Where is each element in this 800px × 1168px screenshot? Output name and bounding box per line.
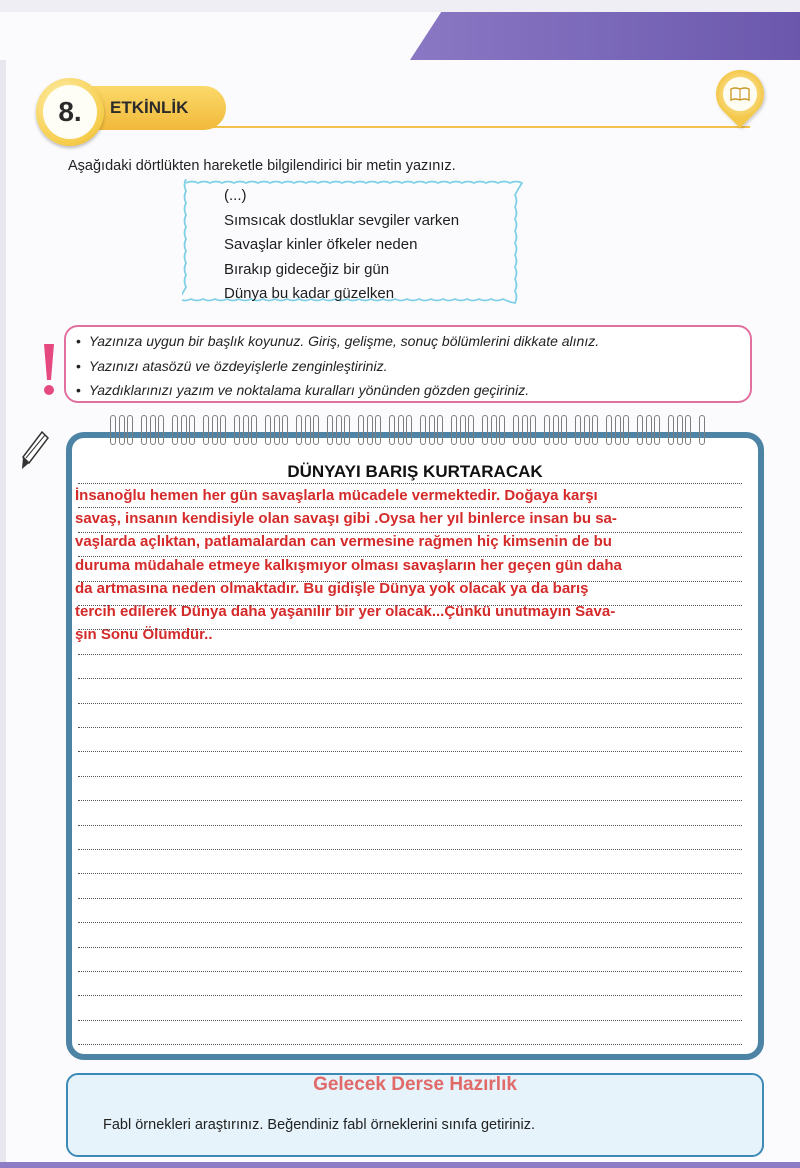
ruled-line [78, 995, 742, 996]
activity-label: ETKİNLİK [110, 98, 189, 117]
spiral-ring [668, 415, 674, 445]
ruled-line [78, 825, 742, 826]
spiral-ring [367, 415, 373, 445]
ruled-line [78, 654, 742, 655]
essay-line: vaşlarda açlıktan, patlamalardan can vermesine rağmen hiç kimsenin de bu [75, 533, 612, 551]
spiral-ring [491, 415, 497, 445]
spiral-ring [141, 415, 147, 445]
spiral-ring [274, 415, 280, 445]
ruled-line [78, 532, 742, 533]
poem-line: Savaşlar kinler öfkeler neden [224, 236, 418, 253]
essay-line: duruma müdahale etmeye kalkışmıyor olması savaşların her geçen gün daha [75, 556, 622, 574]
spiral-ring [358, 415, 364, 445]
spiral-ring [127, 415, 133, 445]
essay-text [75, 484, 745, 646]
spiral-ring [544, 415, 550, 445]
spiral-ring [305, 415, 311, 445]
tip-item: • Yazınızı atasözü ve özdeyişlerle zenginleştiriniz. [90, 354, 599, 379]
ruled-line [78, 629, 742, 630]
ruled-line [78, 800, 742, 801]
ruled-line [78, 922, 742, 923]
spiral-ring [398, 415, 404, 445]
spiral-ring [468, 415, 474, 445]
top-strip [0, 0, 800, 12]
spiral-ring [637, 415, 643, 445]
poem [224, 184, 459, 307]
ruled-line [78, 751, 742, 752]
ruled-line [78, 727, 742, 728]
spiral-ring [646, 415, 652, 445]
book-icon-pin [706, 60, 774, 128]
ruled-line [78, 483, 742, 484]
spiral-ring [429, 415, 435, 445]
activity-number: 8. [43, 85, 97, 139]
spiral-ring [265, 415, 271, 445]
ruled-line [78, 947, 742, 948]
spiral-ring [553, 415, 559, 445]
ruled-line [78, 1044, 742, 1045]
instruction-text: Aşağıdaki dörtlükten hareketle bilgilendirici bir metin yazınız. [68, 158, 456, 174]
poem-line: Sımsıcak dostluklar sevgiler varken [224, 211, 460, 229]
spiral-ring [119, 415, 125, 445]
spiral-ring [220, 415, 226, 445]
spiral-ring [499, 415, 505, 445]
corner-decoration [410, 12, 800, 60]
poem-line: (...) [224, 187, 247, 204]
ruled-line [78, 971, 742, 972]
spiral-ring [327, 415, 333, 445]
ruled-line [78, 898, 742, 899]
ruled-line [78, 703, 742, 704]
ruled-line [78, 581, 742, 582]
spiral-ring [296, 415, 302, 445]
ruled-line [78, 776, 742, 777]
ruled-line [78, 507, 742, 508]
spiral-ring [575, 415, 581, 445]
poem-line: Bırakıp gideceğiz bir gün [224, 260, 390, 278]
spiral-ring [677, 415, 683, 445]
preparation-text: Fabl örnekleri araştırınız. Beğendiniz fabl örneklerini sınıfa getiriniz. [103, 1117, 535, 1133]
exclamation-icon [38, 342, 60, 398]
tip-item: • Yazınıza uygun bir başlık koyunuz. Giriş, gelişme, sonuç bölümlerini dikkate alınız. [90, 329, 599, 354]
spiral-ring [460, 415, 466, 445]
ruled-line [78, 1020, 742, 1021]
essay-line: savaş, insanın kendisiyle olan savaşı gibi .Oysa her yıl binlerce insan bu sa- [75, 510, 617, 528]
spiral-ring [561, 415, 567, 445]
spiral-binding-icon [110, 415, 710, 455]
spiral-ring [203, 415, 209, 445]
spiral-ring [513, 415, 519, 445]
spiral-ring [584, 415, 590, 445]
spiral-ring [437, 415, 443, 445]
essay-line: şın Sonu Ölümdür.. [75, 626, 213, 644]
page-edge [0, 60, 6, 1168]
ruled-line [78, 678, 742, 679]
spiral-ring [234, 415, 240, 445]
ruled-line [78, 605, 742, 606]
spiral-ring [344, 415, 350, 445]
spiral-ring [685, 415, 691, 445]
essay-line: tercih edilerek Dünya daha yaşanılır bir yer olacak...Çünkü unutmayın Sava- [75, 603, 616, 621]
ruled-line [78, 849, 742, 850]
spiral-ring [158, 415, 164, 445]
book-icon [723, 77, 757, 111]
tip-item: • Yazdıklarınızı yazım ve noktalama kuralları yönünden gözden geçiriniz. [90, 378, 599, 403]
spiral-ring [482, 415, 488, 445]
spiral-ring [522, 415, 528, 445]
spiral-ring [282, 415, 288, 445]
ruled-line [78, 556, 742, 557]
spiral-ring [150, 415, 156, 445]
poem-line: Dünya bu kadar güzelken [224, 285, 395, 302]
spiral-ring [313, 415, 319, 445]
spiral-ring [699, 415, 705, 445]
spiral-ring [189, 415, 195, 445]
tips-list [90, 329, 599, 403]
essay-title: DÜNYAYI BARIŞ KURTARACAK [287, 462, 543, 481]
spiral-ring [592, 415, 598, 445]
spiral-ring [654, 415, 660, 445]
activity-number-badge [36, 78, 104, 146]
spiral-ring [110, 415, 116, 445]
ruled-line [78, 873, 742, 874]
spiral-ring [243, 415, 249, 445]
spiral-ring [406, 415, 412, 445]
spiral-ring [606, 415, 612, 445]
spiral-ring [181, 415, 187, 445]
spiral-ring [420, 415, 426, 445]
spiral-ring [451, 415, 457, 445]
bottom-strip [0, 1162, 800, 1168]
spiral-ring [615, 415, 621, 445]
spiral-ring [251, 415, 257, 445]
essay-line: İnsanoğlu hemen her gün savaşlarla mücadele vermektedir. Doğaya karşı [75, 487, 598, 504]
essay-line: da artmasına neden olmaktadır. Bu gidişle Dünya yok olacak ya da barış [75, 579, 589, 597]
pencil-icon [20, 430, 50, 472]
spiral-ring [389, 415, 395, 445]
spiral-ring [336, 415, 342, 445]
spiral-ring [172, 415, 178, 445]
spiral-ring [530, 415, 536, 445]
spiral-ring [623, 415, 629, 445]
spiral-ring [212, 415, 218, 445]
preparation-title: Gelecek Derse Hazırlık [313, 1074, 517, 1095]
spiral-ring [375, 415, 381, 445]
